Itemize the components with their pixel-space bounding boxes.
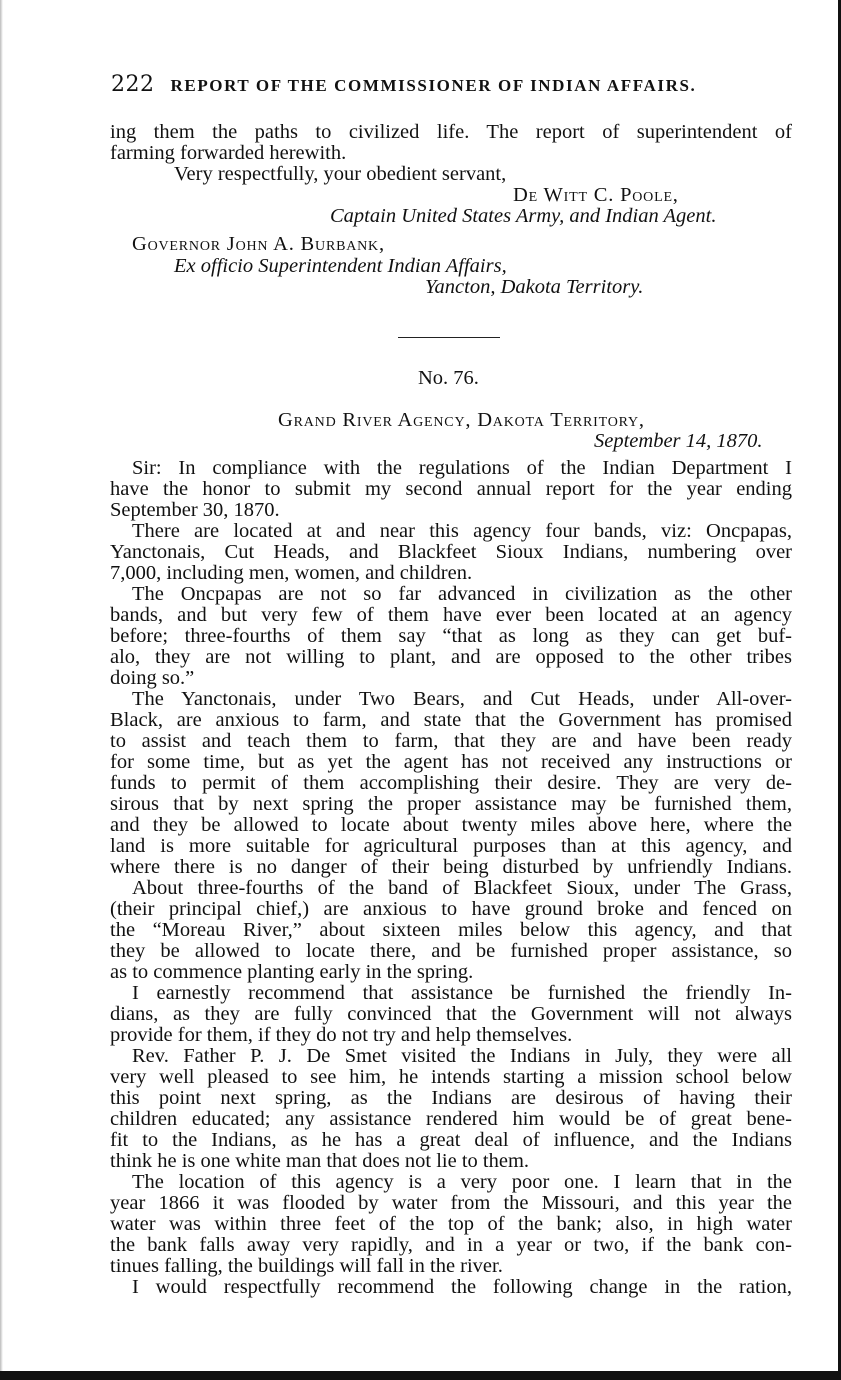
body-line: 7,000, including men, women, and children.	[110, 562, 473, 584]
letter-closing: Very respectfully, your obedient servant,	[174, 163, 507, 185]
body-line: to assist and teach them to farm, that they are and have been ready	[110, 730, 792, 752]
letter-place: Grand River Agency, Dakota Territory,	[278, 409, 645, 431]
body-line: children educated; any assistance rendered him would be of great bene-	[110, 1108, 792, 1130]
body-line: There are located at and near this agency four bands, viz: Oncpapas,	[132, 520, 792, 542]
signature-name: De Witt C. Poole,	[513, 184, 679, 206]
body-line: this point next spring, as the Indians are desirous of having their	[110, 1087, 792, 1109]
letter-date: September 14, 1870.	[594, 430, 763, 452]
body-line: bands, and but very few of them have ever been located at an agency	[110, 604, 792, 626]
text-line: farming forwarded herewith.	[110, 142, 347, 164]
body-line: fit to the Indians, as he has a great deal of influence, and the Indians	[110, 1129, 792, 1151]
section-divider	[398, 337, 500, 338]
body-line: (their principal chief,) are anxious to have ground broke and fenced on	[110, 898, 792, 920]
body-line: for some time, but as yet the agent has not received any instructions or	[110, 751, 792, 773]
body-line: they be allowed to locate there, and be furnished proper assistance, so	[110, 940, 792, 962]
body-line: think he is one white man that does not lie to them.	[110, 1150, 530, 1172]
body-line: I earnestly recommend that assistance be furnished the friendly In-	[132, 982, 792, 1004]
body-line: September 30, 1870.	[110, 499, 280, 521]
body-line: very well pleased to see him, he intends starting a mission school below	[110, 1066, 792, 1088]
document-number: No. 76.	[418, 367, 479, 389]
addressee-place: Yancton, Dakota Territory.	[425, 276, 644, 298]
body-line: funds to permit of them accomplishing their desire. They are very de-	[110, 772, 792, 794]
page-header	[111, 72, 811, 106]
addressee-name: Governor John A. Burbank,	[132, 233, 385, 255]
body-line: I would respectfully recommend the following change in the ration,	[132, 1276, 792, 1298]
body-line: The Yanctonais, under Two Bears, and Cut Heads, under All-over-	[132, 688, 792, 710]
page-left-shadow	[0, 0, 3, 1380]
addressee-title: Ex officio Superintendent Indian Affairs,	[174, 255, 507, 277]
body-line: sirous that by next spring the proper assistance may be furnished them,	[110, 793, 792, 815]
body-line: dians, as they are fully convinced that the Government will not always	[110, 1003, 792, 1025]
running-head: REPORT OF THE COMMISSIONER OF INDIAN AFFAIRS.	[170, 76, 697, 95]
body-line: alo, they are not willing to plant, and are opposed to the other tribes	[110, 646, 792, 668]
page-bottom-border	[0, 1371, 841, 1380]
body-line: The Oncpapas are not so far advanced in civilization as the other	[132, 583, 792, 605]
body-line: About three-fourths of the band of Blackfeet Sioux, under The Grass,	[132, 877, 792, 899]
body-line: land is more suitable for agricultural purposes than at this agency, and	[110, 835, 792, 857]
body-line: doing so.”	[110, 667, 195, 689]
body-line: Yanctonais, Cut Heads, and Blackfeet Sioux Indians, numbering over	[110, 541, 792, 563]
body-line: have the honor to submit my second annual report for the year ending	[110, 478, 792, 500]
body-line: Black, are anxious to farm, and state that the Government has promised	[110, 709, 792, 731]
body-line: Rev. Father P. J. De Smet visited the Indians in July, they were all	[132, 1045, 792, 1067]
body-line: the “Moreau River,” about sixteen miles below this agency, and that	[110, 919, 792, 941]
body-line: year 1866 it was flooded by water from the Missouri, and this year the	[110, 1192, 792, 1214]
body-line: water was within three feet of the top of the bank; also, in high water	[110, 1213, 792, 1235]
body-line: and they be allowed to locate about twenty miles above here, where the	[110, 814, 792, 836]
signature-title: Captain United States Army, and Indian Agent.	[330, 205, 717, 227]
body-line: the bank falls away very rapidly, and in a year or two, if the bank con-	[110, 1234, 792, 1256]
body-line: provide for them, if they do not try and help themselves.	[110, 1024, 573, 1046]
page-number: 222	[111, 72, 155, 97]
text-line: ing them the paths to civilized life. The report of superintendent of	[110, 121, 792, 143]
body-line: where there is no danger of their being disturbed by unfriendly Indians.	[110, 856, 792, 878]
body-line: as to commence planting early in the spring.	[110, 961, 474, 983]
body-line: before; three-fourths of them say “that as long as they can get buf-	[110, 625, 792, 647]
body-line: The location of this agency is a very poor one. I learn that in the	[132, 1171, 792, 1193]
body-line: Sir: In compliance with the regulations of the Indian Department I	[132, 457, 792, 479]
body-line: tinues falling, the buildings will fall in the river.	[110, 1255, 503, 1277]
